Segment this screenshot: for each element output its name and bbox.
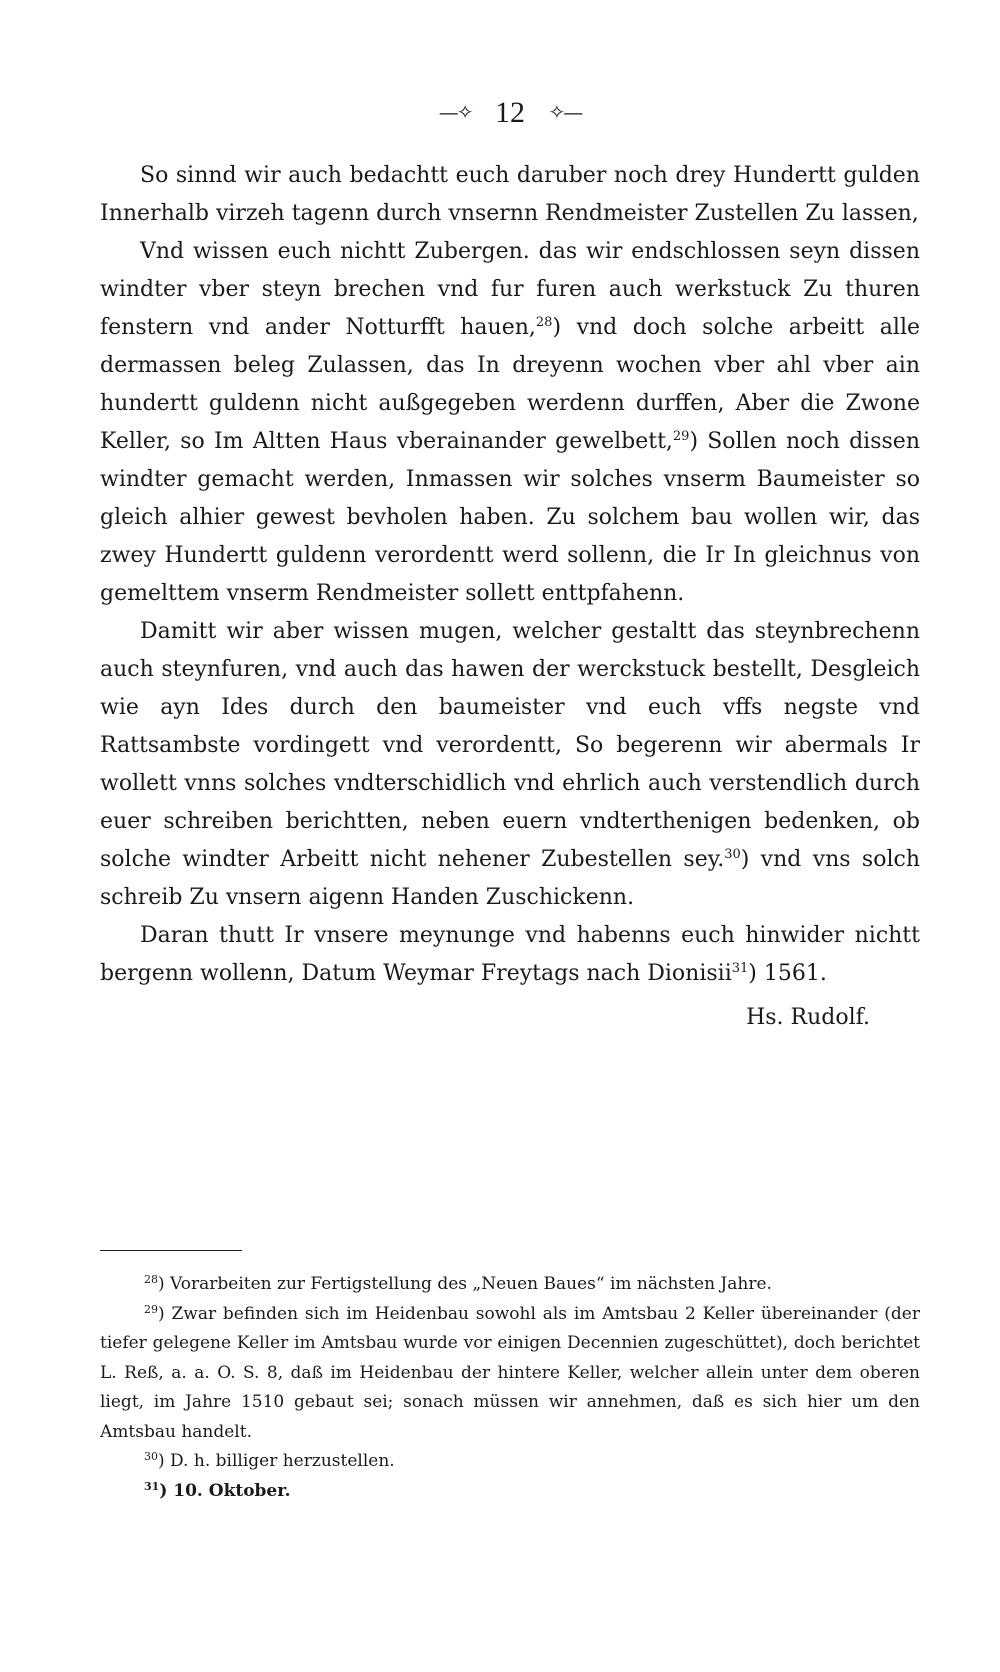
paragraph-1	[100, 157, 920, 233]
footnote-ref-28: 28	[535, 315, 553, 330]
ornament-left: —✧	[438, 100, 472, 124]
footnote-text: ) D. h. billiger herzustellen.	[158, 1451, 395, 1471]
footnote-separator	[100, 1250, 242, 1251]
footnote-number: 31	[144, 1479, 160, 1493]
paragraph-2-text-c: ) Sollen noch dissen windter gemacht werden, Inmassen wir solches vnserm Baumeister so gleich alhier gewest bevholen haben. Zu solchem bau wollen wir, das zwey Hundertt guldenn verordentt werd sollenn, die Ir In gleichnus von gemelttem vnserm Rendmeister sollett enttpfahenn.	[100, 429, 920, 606]
paragraph-2	[100, 233, 920, 613]
paragraph-4-text-b: ) 1561.	[748, 961, 827, 986]
footnote-31	[100, 1477, 920, 1507]
footnote-30	[100, 1447, 920, 1477]
paragraph-3-text-a: Damitt wir aber wissen mugen, welcher gestaltt das steynbrechenn auch steynfuren, vnd auch das hawen der werckstuck bestellt, Desgleich wie ayn Ides durch den baumeister vnd euch vffs negste vnd Rattsambste vordingett vnd verordentt, So begerenn wir abermals Ir wollett vnns solches vndterschidlich vnd ehrlich auch verstendlich durch euer schreiben berichtten, neben euern vndterthenigen bedenken, ob solche windter Arbeitt nicht nehener Zubestellen sey.	[100, 619, 920, 872]
paragraph-4	[100, 917, 920, 993]
document-page	[100, 92, 920, 1037]
ornament-right: ✧—	[548, 100, 582, 124]
paragraph-1-text: So sinnd wir auch bedachtt euch daruber noch drey Hundertt gulden Innerhalb virzeh tagenn durch vnsernn Rendmeister Zustellen Zu lassen,	[100, 163, 920, 226]
page-header	[100, 92, 920, 133]
paragraph-3-text-b: ) vnd vns solch schreib Zu vnsern aigenn Handen Zuschickenn.	[100, 847, 920, 910]
paragraph-2-text-b: ) vnd doch solche arbeitt alle dermassen beleg Zulassen, das In dreyenn wochen vber ahl vber ain hundertt guldenn nicht außgegeben werdenn durffen, Aber die Zwone Keller, so Im Altten Haus vberainander gewelbett,	[100, 315, 920, 454]
footnote-number: 28	[144, 1273, 158, 1286]
footnote-ref-29: 29	[672, 429, 690, 444]
footnote-number: 30	[144, 1450, 158, 1463]
footnote-ref-30: 30	[724, 847, 741, 862]
footnote-28	[100, 1270, 920, 1300]
footnote-text: ) Vorarbeiten zur Fertigstellung des „Neuen Baues“ im nächsten Jahre.	[158, 1274, 772, 1294]
paragraph-4-text-a: Daran thutt Ir vnsere meynunge vnd habenns euch hinwider nichtt bergenn wollenn, Datum Weymar Freytags nach Dionisii	[100, 923, 920, 986]
signature: Hs. Rudolf.	[746, 1005, 870, 1030]
footnote-text: ) 10. Oktober.	[159, 1480, 291, 1501]
footnote-ref-31: 31	[731, 961, 749, 976]
page-number: 12	[495, 96, 525, 129]
letter-body	[100, 157, 920, 993]
footnotes	[100, 1270, 920, 1506]
footnote-29	[100, 1300, 920, 1448]
footnote-number: 29	[144, 1302, 158, 1316]
paragraph-3	[100, 613, 920, 917]
footnote-text: ) Zwar befinden sich im Heidenbau sowohl als im Amtsbau 2 Keller übereinander (der tiefer gelegene Keller im Amtsbau wurde vor einigen Decennien zugeschüttet), doch berichtet L. Reß, a. a. O. S. 8, daß im Heidenbau der hintere Keller, welcher allein unter dem oberen liegt, im Jahre 1510 gebaut sei; sonach müssen wir annehmen, daß es sich hier um den Amtsbau handelt.	[100, 1303, 920, 1442]
paragraph-2-text-a: Vnd wissen euch nichtt Zubergen. das wir endschlossen seyn dissen windter vber steyn brechen vnd fur furen auch werkstuck Zu thuren fenstern vnd ander Notturfft hauen,	[100, 239, 920, 340]
